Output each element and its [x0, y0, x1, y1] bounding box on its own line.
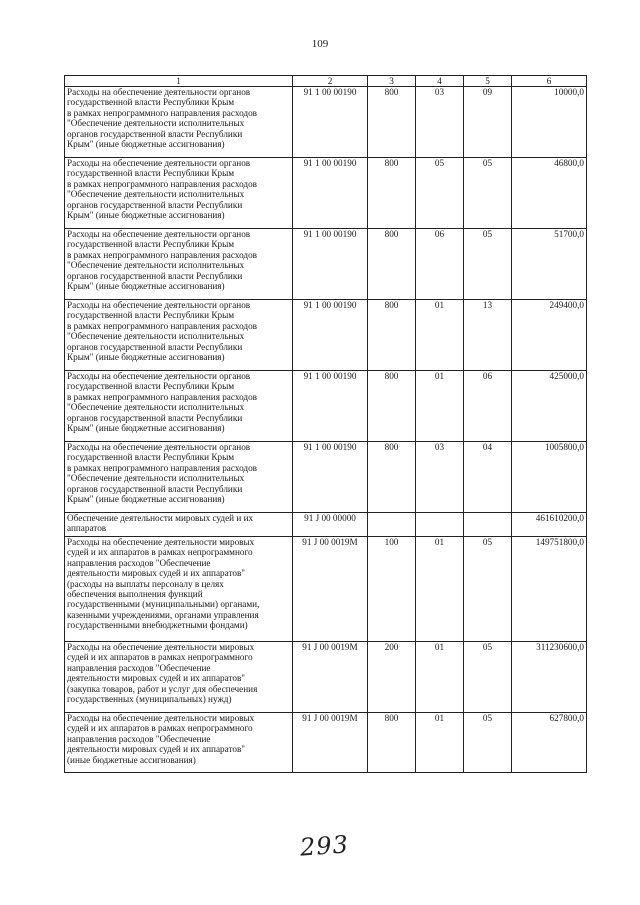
row-expense-type: 100	[368, 537, 416, 642]
row-description: Расходы на обеспечение деятельности органов государственной власти Республики Крым в рамках непрограммного направления расходов "Обеспечение деятельности исполнительных органов государственной власти Республики Крым" (иные бюджетные ассигнования)	[65, 300, 293, 371]
row-amount: 149751800,0	[512, 537, 587, 642]
row-target-article: 91 J 00 00000	[293, 513, 368, 537]
row-amount: 461610200,0	[512, 513, 587, 537]
row-amount: 311230600,0	[512, 642, 587, 713]
table-row	[65, 229, 587, 300]
row-subsection: 06	[464, 371, 512, 442]
header-row	[65, 76, 587, 87]
col-header-section: 4	[416, 76, 464, 87]
row-target-article: 91 1 00 00190	[293, 158, 368, 229]
col-header-target-article: 2	[293, 76, 368, 87]
row-target-article: 91 J 00 0019M	[293, 642, 368, 713]
row-description: Расходы на обеспечение деятельности органов государственной власти Республики Крым в рамках непрограммного направления расходов "Обеспечение деятельности исполнительных органов государственной власти Республики Крым" (иные бюджетные ассигнования)	[65, 442, 293, 513]
row-subsection: 09	[464, 87, 512, 158]
row-section: 01	[416, 642, 464, 713]
row-target-article: 91 1 00 00190	[293, 442, 368, 513]
row-subsection: 05	[464, 158, 512, 229]
table-row	[65, 513, 587, 537]
row-amount: 627800,0	[512, 713, 587, 773]
row-expense-type: 800	[368, 300, 416, 371]
table-row	[65, 713, 587, 773]
row-target-article: 91 J 00 0019M	[293, 537, 368, 642]
row-description: Расходы на обеспечение деятельности мировых судей и их аппаратов в рамках непрограммного направления расходов "Обеспечение деятельности мировых судей и их аппаратов" (иные бюджетные ассигнования)	[65, 713, 293, 773]
row-amount: 1005800,0	[512, 442, 587, 513]
table-row	[65, 158, 587, 229]
row-section: 05	[416, 158, 464, 229]
row-description: Расходы на обеспечение деятельности органов государственной власти Республики Крым в рамках непрограммного направления расходов "Обеспечение деятельности исполнительных органов государственной власти Республики Крым" (иные бюджетные ассигнования)	[65, 87, 293, 158]
page-number: 109	[311, 38, 329, 50]
row-amount: 51700,0	[512, 229, 587, 300]
row-amount: 10000,0	[512, 87, 587, 158]
row-amount: 249400,0	[512, 300, 587, 371]
row-expense-type: 800	[368, 229, 416, 300]
row-expense-type: 800	[368, 442, 416, 513]
col-header-expense-type: 3	[368, 76, 416, 87]
row-amount: 425000,0	[512, 371, 587, 442]
handwritten-page-number: 293	[299, 830, 350, 862]
col-header-amount: 6	[512, 76, 587, 87]
row-subsection	[464, 513, 512, 537]
row-description: Расходы на обеспечение деятельности органов государственной власти Республики Крым в рамках непрограммного направления расходов "Обеспечение деятельности исполнительных органов государственной власти Республики Крым" (иные бюджетные ассигнования)	[65, 371, 293, 442]
row-section: 06	[416, 229, 464, 300]
row-description: Расходы на обеспечение деятельности органов государственной власти Республики Крым в рамках непрограммного направления расходов "Обеспечение деятельности исполнительных органов государственной власти Республики Крым" (иные бюджетные ассигнования)	[65, 229, 293, 300]
row-section: 01	[416, 713, 464, 773]
row-expense-type: 800	[368, 158, 416, 229]
col-header-name: 1	[65, 76, 293, 87]
table-row	[65, 442, 587, 513]
row-amount: 46800,0	[512, 158, 587, 229]
row-section: 01	[416, 537, 464, 642]
row-subsection: 04	[464, 442, 512, 513]
row-section: 01	[416, 300, 464, 371]
row-subsection: 05	[464, 642, 512, 713]
row-target-article: 91 1 00 00190	[293, 371, 368, 442]
row-target-article: 91 1 00 00190	[293, 87, 368, 158]
row-subsection: 05	[464, 537, 512, 642]
row-expense-type: 800	[368, 87, 416, 158]
row-subsection: 05	[464, 713, 512, 773]
row-description: Расходы на обеспечение деятельности органов государственной власти Республики Крым в рамках непрограммного направления расходов "Обеспечение деятельности исполнительных органов государственной власти Республики Крым" (иные бюджетные ассигнования)	[65, 158, 293, 229]
row-section: 03	[416, 442, 464, 513]
budget-table	[64, 75, 587, 773]
row-expense-type: 800	[368, 713, 416, 773]
table-row	[65, 642, 587, 713]
table-row	[65, 537, 587, 642]
row-expense-type: 800	[368, 371, 416, 442]
row-expense-type: 200	[368, 642, 416, 713]
row-target-article: 91 1 00 00190	[293, 229, 368, 300]
row-expense-type	[368, 513, 416, 537]
row-section	[416, 513, 464, 537]
row-section: 01	[416, 371, 464, 442]
row-subsection: 13	[464, 300, 512, 371]
row-description: Обеспечение деятельности мировых судей и их аппаратов	[65, 513, 293, 537]
table-row	[65, 87, 587, 158]
row-description: Расходы на обеспечение деятельности мировых судей и их аппаратов в рамках непрограммного направления расходов "Обеспечение деятельности мировых судей и их аппаратов" (расходы на выплаты персоналу в целях обеспечения выполнения функций государственными (муниципальными) органами, казенными учреждениями, органами управления государственными внебюджетными фондами)	[65, 537, 293, 642]
row-target-article: 91 1 00 00190	[293, 300, 368, 371]
row-description: Расходы на обеспечение деятельности мировых судей и их аппаратов в рамках непрограммного направления расходов "Обеспечение деятельности мировых судей и их аппаратов" (закупка товаров, работ и услуг для обеспечения государственных (муниципальных) нужд)	[65, 642, 293, 713]
col-header-subsection: 5	[464, 76, 512, 87]
row-target-article: 91 J 00 0019M	[293, 713, 368, 773]
table-row	[65, 300, 587, 371]
row-section: 03	[416, 87, 464, 158]
row-subsection: 05	[464, 229, 512, 300]
table-row	[65, 371, 587, 442]
